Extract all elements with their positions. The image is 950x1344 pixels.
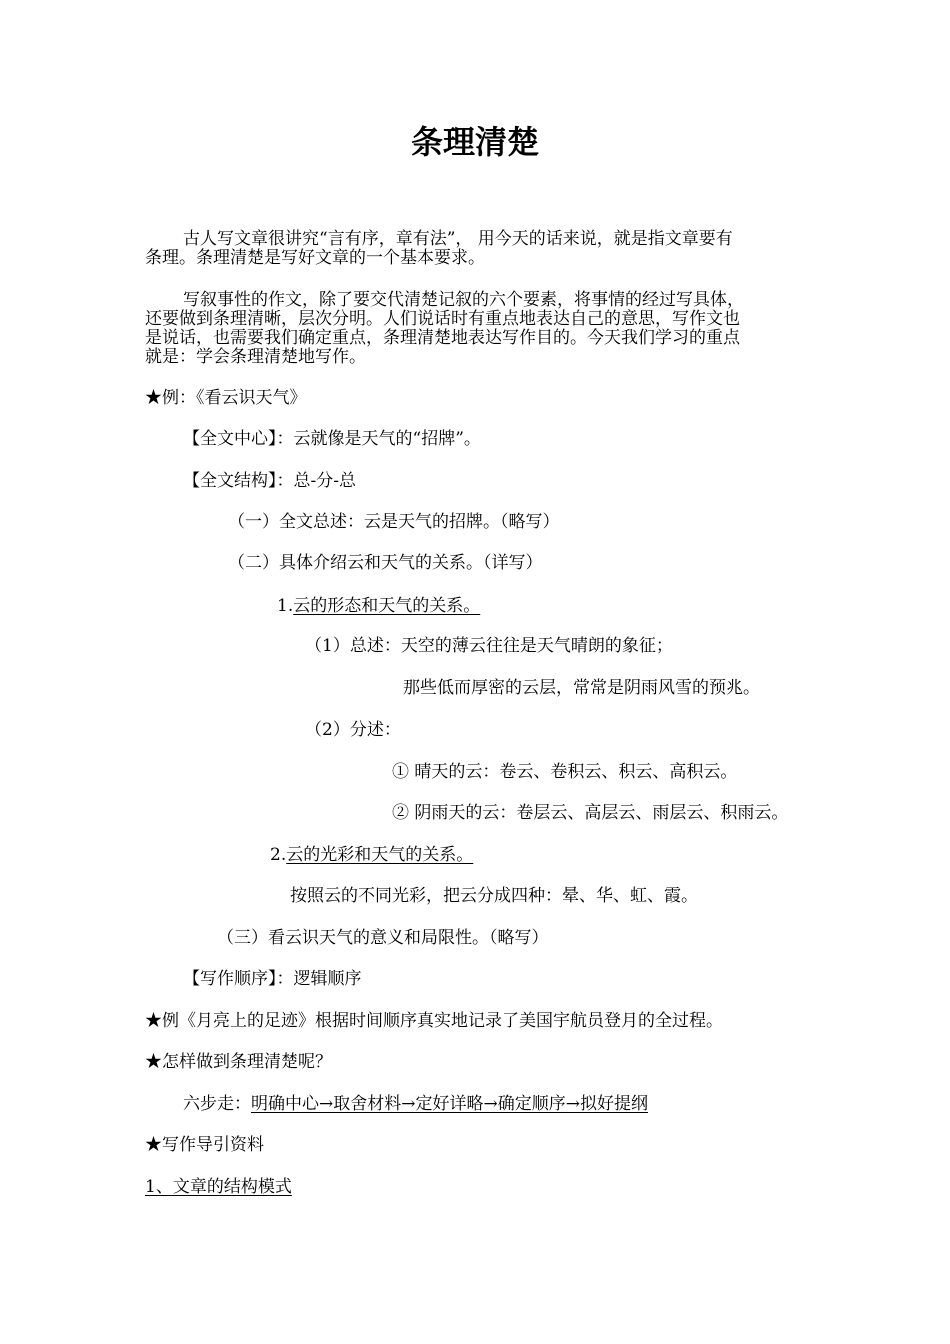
writing-order: 【写作顺序】：逻辑顺序 (183, 969, 362, 989)
summary-line: （1）总述：天空的薄云往往是天气晴朗的象征； (305, 636, 673, 656)
six-steps-line (183, 1094, 648, 1114)
six-steps-flow: 明确中心→取舍材料→定好详略→确定顺序→拟好提纲 (251, 1094, 648, 1114)
outline-part-2: （二）具体介绍云和天气的关系。（详写） (228, 553, 543, 573)
how-to-question: ★怎样做到条理清楚呢？ (145, 1052, 332, 1072)
rainy-clouds-line: ② 阴雨天的云：卷层云、高层云、雨层云、积雨云。 (392, 803, 789, 823)
narrative-paragraph-line-2: 还要做到条理清晰，层次分明。人们说话时有重点地表达自己的意思，写作文也 (145, 309, 740, 329)
outline-item-1 (277, 596, 480, 616)
narrative-paragraph-line-3: 是说话，也需要我们确定重点，条理清楚地表达写作目的。今天我们学习的重点 (145, 328, 740, 348)
central-idea: 【全文中心】：云就像是天气的“招牌”。 (183, 429, 481, 449)
structure-label: 【全文结构】：总-分-总 (183, 471, 356, 491)
narrative-paragraph-line-4: 就是：学会条理清楚地写作。 (145, 347, 366, 367)
sunny-clouds-line: ① 晴天的云：卷云、卷积云、积云、高积云。 (392, 762, 738, 782)
cloud-colors-line: 按照云的不同光彩，把云分成四种：晕、华、虹、霞。 (290, 886, 698, 906)
guide-heading: ★写作导引资料 (145, 1135, 264, 1155)
intro-paragraph-line-1: 古人写文章很讲究“言有序，章有法”， 用今天的话来说，就是指文章要有 (183, 229, 733, 249)
moon-example-line: ★例《月亮上的足迹》根据时间顺序真实地记录了美国宇航员登月的全过程。 (145, 1011, 723, 1031)
outline-item-1-text: 云的形态和天气的关系。 (293, 596, 481, 616)
outline-part-1: （一）全文总述：云是天气的招牌。（略写） (228, 512, 560, 532)
outline-item-2-number: 2. (270, 845, 287, 865)
outline-item-2-text: 云的光彩和天气的关系。 (286, 845, 474, 865)
outline-item-1-number: 1. (277, 596, 294, 616)
summary-line-continued: 那些低而厚密的云层，常常是阴雨风雪的预兆。 (403, 678, 760, 698)
narrative-paragraph-line-1: 写叙事性的作文，除了要交代清楚记叙的六个要素，将事情的经过写具体， (183, 290, 744, 310)
page-title: 条理清楚 (410, 123, 539, 161)
outline-item-2 (270, 845, 473, 865)
outline-part-3: （三）看云识天气的意义和局限性。（略写） (217, 928, 549, 948)
example-heading: ★例：《看云识天气》 (145, 388, 307, 408)
structure-pattern-heading: 1、文章的结构模式 (145, 1177, 292, 1197)
intro-paragraph-line-2: 条理。条理清楚是写好文章的一个基本要求。 (145, 248, 485, 268)
six-steps-label: 六步走： (183, 1094, 251, 1114)
detail-label: （2）分述： (305, 720, 401, 740)
